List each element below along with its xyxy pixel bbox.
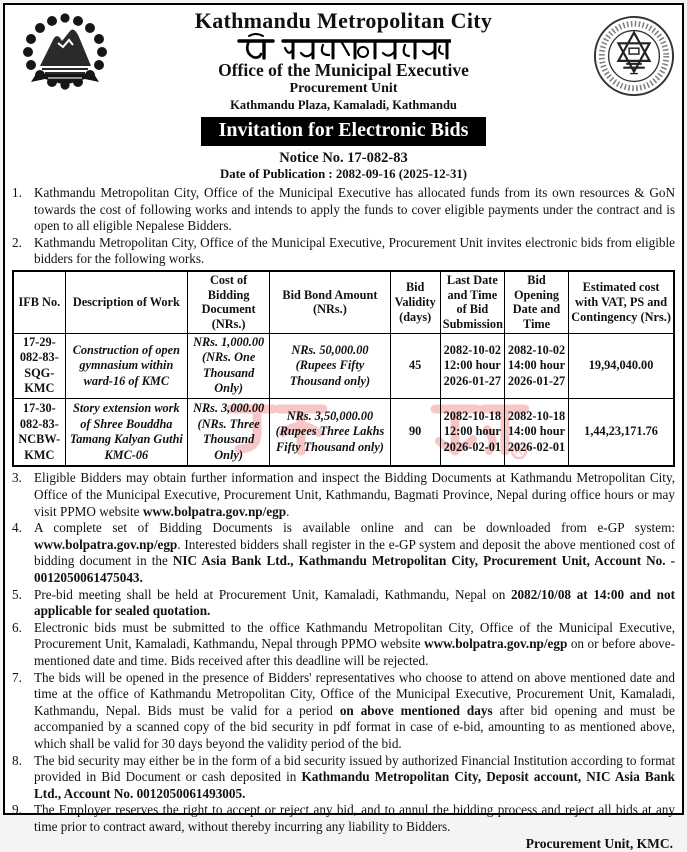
paragraph-text: The Employer reserves the right to accept or reject any bid, and to annul the bidding process and reject all bids at any time prior to contract award, without thereby incurring any liability to Bidders. [34, 802, 675, 834]
paragraph-text: A complete set of Bidding Documents is available online and can be downloaded from e-GP system: www.bolpatra.gov.np/egp. Interested bidders shall register in the e-GP system and deposit the above mentioned cost of bidding document in the NIC Asia Bank Ltd., Kathmandu Metropolitan City, Procurement Unit, Account No. - 0012050061475043. [34, 520, 675, 585]
cell-description: Construction of open gymnasium within ward-16 of KMC [65, 333, 187, 398]
cell-cost: NRs. 1,000.00 (NRs. One Thousand Only) [188, 333, 270, 398]
paragraph-number: 2. [12, 234, 22, 250]
table-row [13, 333, 674, 398]
office-address: Kathmandu Plaza, Kamaladi, Kathmandu [230, 98, 457, 112]
col-header-estimate: Estimated cost with VAT, PS and Contingency (Nrs.) [569, 271, 674, 334]
cell-last-date: 2082-10-18 12:00 hour 2026-02-01 [440, 398, 504, 466]
paragraph-number: 5. [12, 586, 22, 602]
paragraph-text: Kathmandu Metropolitan City, Office of the Municipal Executive has allocated funds from its own resources & GoN towards the cost of following works and intends to apply the funds to cover eligible payments under the contract and is open to all eligible Nepalese Bidders. [34, 185, 675, 234]
paragraph-1 [12, 185, 675, 235]
notice-number: Notice No. 17-082-83 [279, 150, 408, 166]
paragraph-text: Electronic bids must be submitted to the office Kathmandu Metropolitan City, Office of the Municipal Executive, Procurement Unit, Kamaladi, Kathmandu, Nepal through PPMO website www.bolpatra.gov.np/egp on or before above-mentioned date and time. Bids received after this deadline will be rejected. [34, 619, 675, 668]
cell-ifb-no: 17-29-082-83-SQG-KMC [13, 333, 65, 398]
paragraph-5 [12, 587, 675, 620]
cell-validity: 90 [390, 398, 440, 466]
invitation-banner-title: Invitation for Electronic Bids [201, 117, 487, 146]
col-header-bid-bond: Bid Bond Amount (NRs.) [270, 271, 390, 334]
cell-description: Story extension work of Shree Bouddha Tamang Kalyan Guthi KMC-06 [65, 398, 187, 466]
conditions-paragraphs [12, 470, 675, 835]
cell-ifb-no: 17-30-082-83-NCBW-KMC [13, 398, 65, 466]
table-row [13, 398, 674, 466]
office-name: Office of the Municipal Executive [218, 60, 469, 80]
notice-document-page [3, 3, 684, 852]
paragraph-7 [12, 670, 675, 753]
paragraph-number: 3. [12, 470, 22, 486]
cell-opening: 2082-10-18 14:00 hour 2026-02-01 [504, 398, 568, 466]
paragraph-number: 6. [12, 619, 22, 635]
paragraph-number: 7. [12, 669, 22, 685]
unit-name: Procurement Unit [289, 81, 398, 96]
paragraph-2 [12, 235, 675, 268]
col-header-description: Description of Work [65, 271, 187, 334]
cell-estimate: 19,94,040.00 [569, 333, 674, 398]
paragraph-6 [12, 620, 675, 670]
paragraph-number: 1. [12, 185, 22, 200]
table-header-row [13, 271, 674, 334]
kmc-round-seal-icon [593, 14, 675, 103]
paragraph-text: Eligible Bidders may obtain further information and inspect the Bidding Documents at Kathmandu Metropolitan City, Office of the Municipal Executive, Procurement Unit, Kathmandu, Bagmati Province, Nepal during office hours or may visit PPMO website www.bolpatra.gov.np/egp. [34, 470, 675, 519]
paragraph-number: 9. [12, 802, 22, 818]
col-header-opening: Bid Opening Date and Time [504, 271, 568, 334]
col-header-ifb-no: IFB No. [13, 271, 65, 334]
paragraph-number: 8. [12, 752, 22, 768]
paragraph-4 [12, 520, 675, 586]
paragraph-text: Kathmandu Metropolitan City, Office of the Municipal Executive, Procurement Unit invites electronic bids from eligible bidders for the following works. [34, 234, 675, 267]
bids-table [12, 270, 675, 467]
kmc-coat-of-arms-icon [18, 12, 116, 101]
paragraph-text: Pre-bid meeting shall be held at Procurement Unit, Kamaladi, Kathmandu, Nepal on 2082/10/08 at 14:00 and not applicable for sealed quotation. [34, 586, 675, 619]
cell-estimate: 1,44,23,171.76 [569, 398, 674, 466]
paragraph-text: The bids will be opened in the presence of Bidders' representatives who choose to attend on above mentioned date and time at the office of Kathmandu Metropolitan City, Office of the Municipal Executive, Procurement Unit, Kamaladi, Kathmandu, Nepal. Bids must be valid for a period on above mentioned days after bid opening and must be accompanied by a scanned copy of the bid security in pdf format in case of e-bid, amounting to as mentioned above, which shall be valid for 30 days beyond the validity period of the bid. [34, 669, 675, 751]
col-header-cost: Cost of Bidding Document (NRs.) [188, 271, 270, 334]
cell-last-date: 2082-10-02 12:00 hour 2026-01-27 [440, 333, 504, 398]
signature-line: Procurement Unit, KMC. [525, 836, 673, 852]
document-header [12, 9, 675, 182]
cell-cost: NRs. 3,000.00 (NRs. Three Thousand Only) [188, 398, 270, 466]
col-header-validity: Bid Validity (days) [390, 271, 440, 334]
publication-date: Date of Publication : 2082-09-16 (2025-12-31) [219, 167, 467, 181]
cell-opening: 2082-10-02 14:00 hour 2026-01-27 [504, 333, 568, 398]
paragraph-8 [12, 753, 675, 803]
cell-bid-bond: NRs. 3,50,000.00 (Rupees Three Lakhs Fifty Thousand only) [270, 398, 390, 466]
paragraph-9 [12, 802, 675, 835]
paragraph-3 [12, 470, 675, 520]
organization-name: Kathmandu Metropolitan City [194, 8, 493, 33]
paragraph-text: The bid security may either be in the form of a bid security issued by authorized Financial Institution according to format provided in Bid Document or cash deposited in Kathmandu Metropolitan City, Deposit account, NIC Asia Bank Ltd., Account No. 0012050061493005. [34, 752, 675, 801]
col-header-last-date: Last Date and Time of Bid Submission [440, 271, 504, 334]
cell-bid-bond: NRs. 50,000.00 (Rupees Fifty Thousand only) [270, 333, 390, 398]
paragraph-number: 4. [12, 520, 22, 536]
cell-validity: 45 [390, 333, 440, 398]
intro-paragraphs [12, 185, 675, 268]
